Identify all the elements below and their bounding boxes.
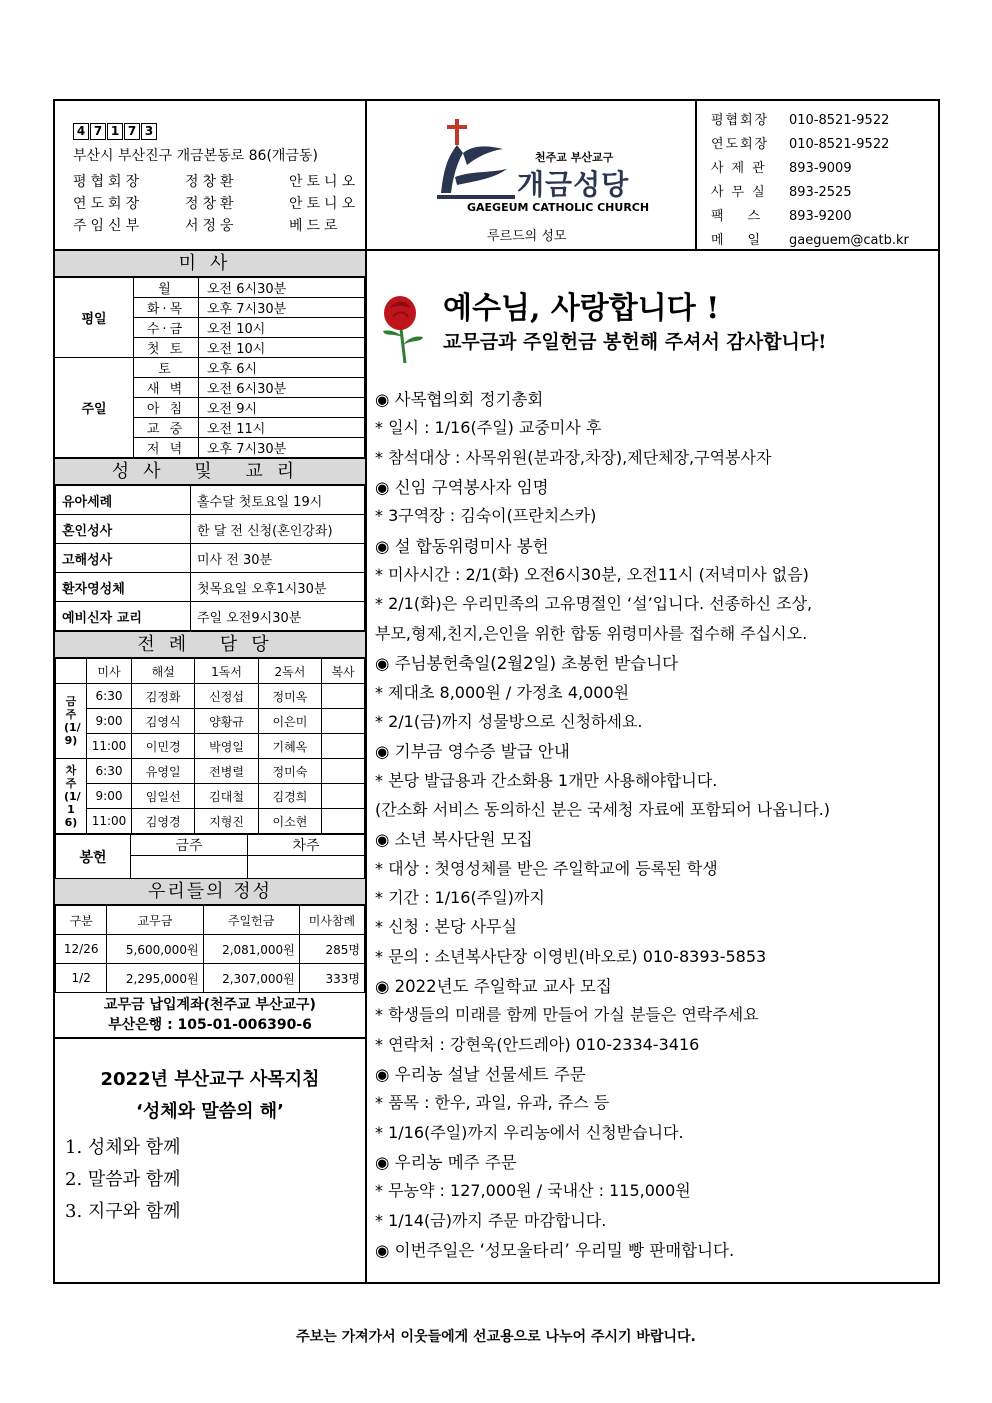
announcement-heading: ◉ 기부금 영수증 발급 안내 — [375, 742, 570, 762]
server — [322, 759, 365, 784]
contact-row — [711, 181, 852, 200]
zip-digit: 1 — [107, 123, 123, 140]
contact-row — [711, 157, 852, 176]
church-logo-icon — [437, 115, 517, 205]
offering-sunday: 2,081,000원 — [203, 935, 299, 964]
officer-title: 평협회장 — [73, 174, 144, 190]
subheadline: 교무금과 주일헌금 봉헌해 주셔서 감사합니다! — [443, 331, 827, 353]
address: 부산시 부산진구 개금본동로 86(개금동) — [73, 148, 318, 164]
contact-row — [711, 205, 852, 224]
announcement-heading: ◉ 2022년도 주일학교 교사 모집 — [375, 977, 612, 996]
mass-time: 6:30 — [87, 759, 132, 784]
sacrament-value: 첫목요일 오후1시30분 — [191, 573, 365, 602]
reader-2: 정미옥 — [258, 684, 321, 709]
zip-digit: 7 — [124, 123, 140, 140]
sacrament-value: 홀수달 첫토요일 19시 — [191, 486, 365, 515]
announcement-item: * 제대초 8,000원 / 가정초 4,000원 — [375, 682, 630, 702]
contact-label: 사무실 — [711, 185, 773, 200]
officer-title: 주임신부 — [73, 218, 144, 234]
mass-section-title: 미사 — [55, 251, 365, 277]
server — [322, 809, 365, 834]
liturgy-header: 해설 — [132, 659, 195, 684]
sacrament-label: 혼인성사 — [56, 515, 191, 544]
sacrament-value: 주일 오전9시30분 — [191, 602, 365, 631]
commentator: 이민경 — [132, 734, 195, 759]
server — [322, 709, 365, 734]
offering-tithe: 5,600,000원 — [107, 935, 203, 964]
commentator: 김영식 — [132, 709, 195, 734]
zip-digit: 3 — [141, 123, 157, 140]
reader-1: 전병렬 — [195, 759, 258, 784]
commentator: 유영일 — [132, 759, 195, 784]
mass-time: 오전 11시 — [199, 418, 365, 438]
contact-row — [711, 133, 889, 152]
mass-day: 아 침 — [134, 398, 199, 418]
empty-cell — [56, 659, 87, 684]
church-name: 개금성당 — [517, 168, 630, 201]
mass-time: 11:00 — [87, 734, 132, 759]
mass-time: 오전 10시 — [199, 318, 365, 338]
announcement-heading: ◉ 신임 구역봉사자 임명 — [375, 478, 549, 498]
sacraments-table — [55, 485, 365, 631]
announcements-column — [367, 251, 940, 1282]
offering-header: 주일헌금 — [203, 906, 299, 935]
announcement-heading: ◉ 소년 복사단원 모집 — [375, 830, 533, 850]
liturgy-section-title: 전례 담당 — [55, 631, 365, 658]
weekday-label: 평일 — [55, 278, 134, 358]
mass-day: 월 — [134, 278, 199, 298]
sunday-label: 주일 — [55, 358, 134, 458]
mass-time: 오전 10시 — [199, 338, 365, 358]
empty-cell — [248, 856, 365, 879]
mass-time: 오후 7시30분 — [199, 298, 365, 318]
mass-time: 9:00 — [87, 784, 132, 809]
reader-1: 지형진 — [195, 809, 258, 834]
liturgy-header: 1독서 — [195, 659, 258, 684]
contact-value: gaeguem@catb.kr — [789, 233, 909, 248]
announcement-item: * 무농약 : 127,000원 / 국내산 : 115,000원 — [375, 1181, 691, 1201]
announcement-item: * 연락처 : 강현욱(안드레아) 010-2334-3416 — [375, 1034, 700, 1054]
patron-saint: 루르드의 성모 — [487, 229, 567, 244]
mass-day: 화·목 — [134, 298, 199, 318]
church-logo-block — [367, 101, 697, 251]
mass-time: 6:30 — [87, 684, 132, 709]
officer-baptismal-name: 안토니오 — [289, 174, 360, 190]
contact-label: 메일 — [711, 233, 785, 248]
announcement-item: * 문의 : 소년복사단장 이영빈(바오로) 010-8393-5853 — [375, 946, 767, 966]
footer-note: 주보는 가져가서 이웃들에게 선교용으로 나누어 주시기 바랍니다. — [296, 1329, 696, 1345]
reader-1: 김대철 — [195, 784, 258, 809]
contact-value: 893-9200 — [789, 209, 852, 224]
announcement-item: * 대상 : 첫영성체를 받은 주일학교에 등록된 학생 — [375, 858, 718, 878]
week-label — [56, 684, 87, 759]
mass-time: 11:00 — [87, 809, 132, 834]
contact-row — [711, 229, 909, 248]
week-label-text: 금주(1/9) — [64, 695, 81, 747]
contact-label: 사제관 — [711, 161, 773, 176]
contact-value: 893-2525 — [789, 185, 852, 200]
account-number: 부산은행 : 105-01-006390-6 — [108, 1017, 312, 1033]
officer-name: 정창환 — [185, 174, 238, 190]
offering-header: 미사참례 — [299, 906, 364, 935]
reader-1: 박영일 — [195, 734, 258, 759]
rose-icon — [375, 293, 427, 365]
mass-day: 교 중 — [134, 418, 199, 438]
offering-date: 1/2 — [56, 964, 107, 993]
offering-sunday: 2,307,000원 — [203, 964, 299, 993]
announcement-item: * 학생들의 미래를 함께 만들어 가실 분들은 연락주세요 — [375, 1005, 759, 1025]
officer-name: 정창환 — [185, 196, 238, 212]
contact-label: 팩스 — [711, 209, 785, 224]
announcement-item: * 미사시간 : 2/1(화) 오전6시30분, 오전11시 (저녁미사 없음) — [375, 565, 809, 585]
commentator: 김정화 — [132, 684, 195, 709]
announcement-heading: ◉ 이번주일은 ‘성모울타리’ 우리밀 빵 판매합니다. — [375, 1241, 735, 1261]
announcement-heading: ◉ 주님봉헌축일(2월2일) 초봉헌 받습니다 — [375, 654, 679, 674]
flower-next-week: 차주 — [248, 835, 365, 856]
sacraments-section-title: 성사 및 교리 — [55, 458, 365, 485]
announcement-item: * 2/1(화)은 우리민족의 고유명절인 ‘설’입니다. 선종하신 조상, — [375, 594, 813, 614]
contact-row — [711, 109, 889, 128]
mass-day: 첫 토 — [134, 338, 199, 358]
announcement-heading: ◉ 사목협의회 정기총회 — [375, 390, 544, 409]
officer-row — [73, 215, 342, 235]
reader-2: 정미숙 — [258, 759, 321, 784]
offering-date: 12/26 — [56, 935, 107, 964]
pastoral-guideline — [55, 1039, 365, 1259]
left-column — [55, 251, 367, 1282]
offering-header: 교무금 — [107, 906, 203, 935]
mass-day: 새 벽 — [134, 378, 199, 398]
offering-header: 구분 — [56, 906, 107, 935]
guideline-item: 2. 말씀과 함께 — [65, 1169, 181, 1190]
sacrament-label: 유아세례 — [56, 486, 191, 515]
officer-baptismal-name: 베드로 — [289, 218, 342, 234]
flower-this-week: 금주 — [131, 835, 248, 856]
empty-cell — [131, 856, 248, 879]
offering-tithe: 2,295,000원 — [107, 964, 203, 993]
mass-schedule-table — [55, 277, 365, 458]
week-label-text: 차주(1/16) — [64, 763, 81, 829]
offering-attendance: 285명 — [299, 935, 364, 964]
bulletin-frame — [53, 99, 940, 1284]
officer-row — [73, 171, 360, 191]
mass-day: 토 — [134, 358, 199, 378]
announcement-item: * 참석대상 : 사목위원(분과장,차장),제단체장,구역봉사자 — [375, 447, 772, 467]
reader-1: 신정섭 — [195, 684, 258, 709]
announcement-item: * 1/14(금)까지 주문 마감합니다. — [375, 1210, 607, 1230]
tithe-account — [55, 993, 365, 1039]
announcement-heading: ◉ 설 합동위령미사 봉헌 — [375, 536, 549, 556]
headline: 예수님, 사랑합니다 ! — [443, 291, 720, 326]
server — [322, 684, 365, 709]
contact-label: 연도회장 — [711, 137, 770, 152]
officer-name: 서정웅 — [185, 218, 238, 234]
flower-offering-table — [55, 834, 365, 879]
guideline-item: 1. 성체와 함께 — [65, 1137, 181, 1158]
week-label — [56, 759, 87, 834]
announcement-item: * 일시 : 1/16(주일) 교중미사 후 — [375, 418, 602, 438]
announcement-item: * 3구역장 : 김숙이(프란치스카) — [375, 506, 597, 526]
mass-day: 수·금 — [134, 318, 199, 338]
contact-value: 893-9009 — [789, 161, 852, 176]
announcement-item: * 2/1(금)까지 성물방으로 신청하세요. — [375, 711, 643, 731]
reader-2: 기혜옥 — [258, 734, 321, 759]
commentator: 김영경 — [132, 809, 195, 834]
sacrament-label: 고해성사 — [56, 544, 191, 573]
announcement-heading: ◉ 우리농 설날 선물세트 주문 — [375, 1065, 586, 1085]
offering-section-title: 우리들의 정성 — [55, 879, 365, 905]
diocese-name: 천주교 부산교구 — [535, 151, 614, 164]
sacrament-value: 미사 전 30분 — [191, 544, 365, 573]
officer-baptismal-name: 안토니오 — [289, 196, 360, 212]
server — [322, 784, 365, 809]
contact-block — [697, 101, 940, 251]
church-name-english: GAEGEUM CATHOLIC CHURCH — [467, 201, 650, 214]
announcement-item: (간소화 서비스 동의하신 분은 국세청 자료에 포함되어 나옵니다.) — [375, 799, 831, 819]
liturgy-header: 미사 — [87, 659, 132, 684]
zip-digit: 4 — [73, 123, 89, 140]
announcement-item: 부모,형제,친지,은인을 위한 합동 위령미사를 접수해 주십시오. — [375, 623, 808, 643]
mass-day: 저 녁 — [134, 438, 199, 458]
sacrament-label: 환자영성체 — [56, 573, 191, 602]
mass-time: 오전 9시 — [199, 398, 365, 418]
announcement-item: * 본당 발급용과 간소화용 1개만 사용해야합니다. — [375, 770, 718, 790]
liturgy-header: 2독서 — [258, 659, 321, 684]
offering-table — [55, 905, 365, 993]
announcement-item: * 1/16(주일)까지 우리농에서 신청받습니다. — [375, 1122, 684, 1142]
reader-2: 김경희 — [258, 784, 321, 809]
flower-offering-label: 봉헌 — [56, 835, 131, 879]
zip-code — [73, 123, 157, 140]
announcement-item: * 품목 : 한우, 과일, 유과, 쥬스 등 — [375, 1093, 610, 1113]
mass-time: 오후 6시 — [199, 358, 365, 378]
commentator: 임일선 — [132, 784, 195, 809]
server — [322, 734, 365, 759]
contact-value: 010-8521-9522 — [789, 113, 890, 128]
reader-2: 이은미 — [258, 709, 321, 734]
account-title: 교무금 납입계좌(천주교 부산교구) — [104, 997, 316, 1013]
mass-time: 오전 6시30분 — [199, 378, 365, 398]
announcement-item: * 기간 : 1/16(주일)까지 — [375, 887, 545, 907]
sacrament-label: 예비신자 교리 — [56, 602, 191, 631]
zip-digit: 7 — [90, 123, 106, 140]
mass-time: 오전 6시30분 — [199, 278, 365, 298]
guideline-subtitle: ‘성체와 말씀의 해’ — [136, 1101, 284, 1122]
announcement-item: * 신청 : 본당 사무실 — [375, 917, 517, 937]
reader-2: 이소현 — [258, 809, 321, 834]
announcement-heading: ◉ 우리농 메주 주문 — [375, 1153, 517, 1173]
offering-attendance: 333명 — [299, 964, 364, 993]
mass-time: 9:00 — [87, 709, 132, 734]
sacrament-value: 한 달 전 신청(혼인강좌) — [191, 515, 365, 544]
liturgy-duty-table — [55, 658, 365, 834]
guideline-title: 2022년 부산교구 사목지침 — [100, 1069, 320, 1090]
header-address-block — [55, 101, 367, 251]
mass-time: 오후 7시30분 — [199, 438, 365, 458]
liturgy-header: 복사 — [322, 659, 365, 684]
officer-title: 연도회장 — [73, 196, 144, 212]
contact-value: 010-8521-9522 — [789, 137, 890, 152]
guideline-item: 3. 지구와 함께 — [65, 1201, 181, 1222]
contact-label: 평협회장 — [711, 113, 770, 128]
officer-row — [73, 193, 360, 213]
reader-1: 양황규 — [195, 709, 258, 734]
